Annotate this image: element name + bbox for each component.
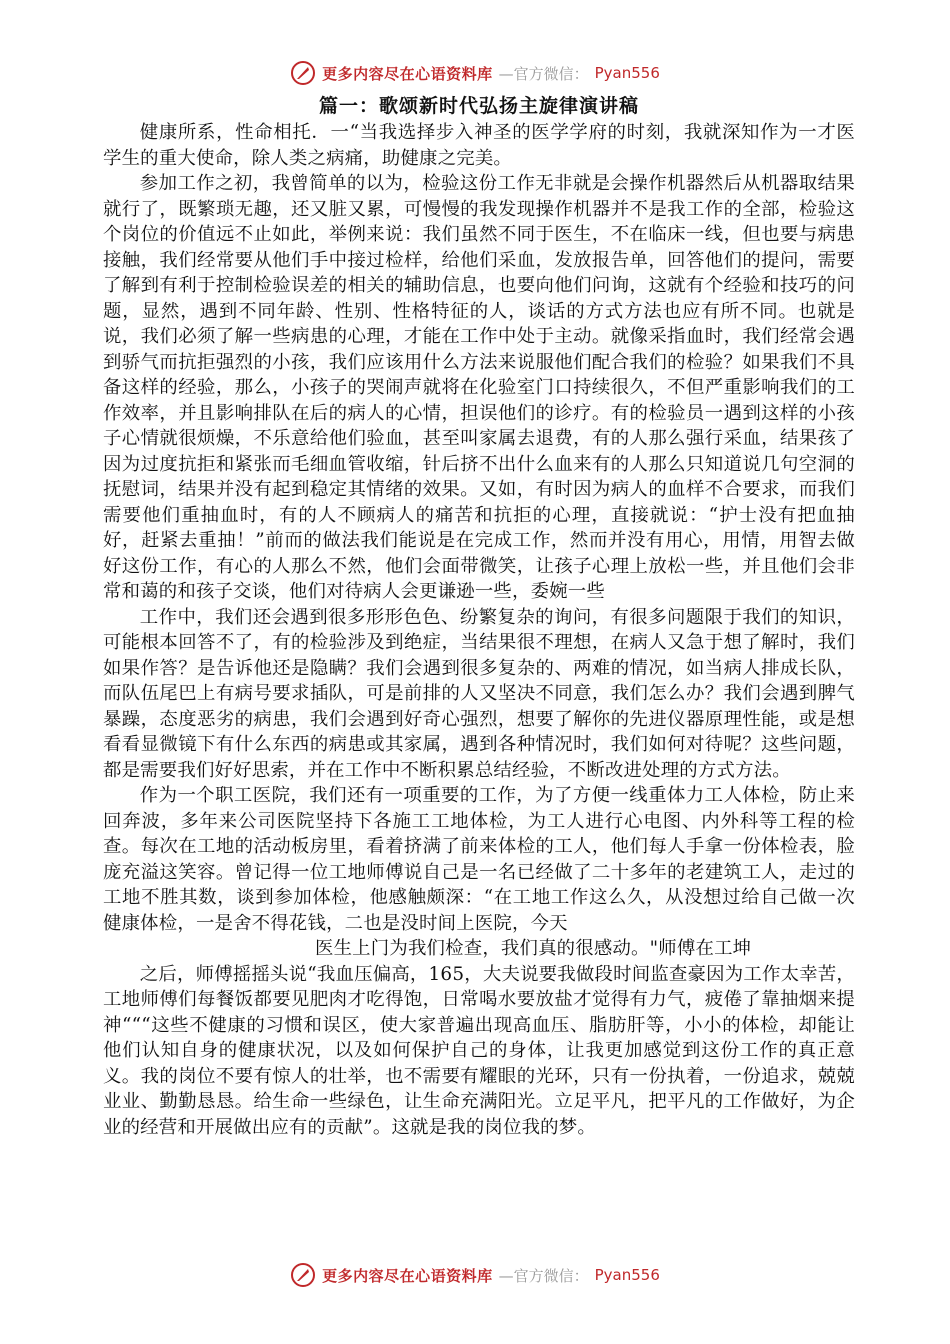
quill-logo-icon xyxy=(290,1262,316,1288)
paragraph: 参加工作之初，我曾简单的以为，检验这份工作无非就是会操作机器然后从机器取结果就行了，既繁琐无趣，还又脏又累，可慢慢的我发现操作机器并不是我工作的全部，检验这个岗位的价值远不止如此，举例来说：我们虽然不同于医生，不在临床一线，但也要与病患接触，我们经常要从他们手中接过检样，给他们采血，发放报告单，回答他们的提问，需要了解到有利于控制检验误差的相关的辅助信息，也要向他们问询，这就有个经验和技巧的问题，显然，遇到不同年龄、性别、性格特征的人，谈话的方式方法也应有所不同。也就是说，我们必须了解一些病患的心理，才能在工作中处于主动。就像采指血时，我们经常会遇到骄气而抗拒强烈的小孩，我们应该用什么方法来说服他们配合我们的检验？如果我们不具备这样的经验，那么，小孩子的哭闹声就将在化验室门口持续很久，不但严重影响我们的工作效率，并且影响排队在后的病人的心情，担误他们的诊疗。有的检验员一遇到这样的小孩子心情就很烦燥，不乐意给他们验血，甚至叫家属去退费，有的人那么强行采血，结果孩了因为过度抗拒和紧张而毛细血管收缩，针后挤不出什么血来有的人那么只知道说几句空洞的抚慰词，结果并没有起到稳定其情绪的效果。又如，有时因为病人的血样不合要求，而我们需要他们重抽血时，有的人不顾病人的痛苦和抗拒的心理，直接就说：“护士没有把血抽好，赶紧去重抽！”前而的做法我们能说是在完成工作，然而并没有用心，用情，用智去做好这份工作，有心的人那么不然，他们会面带微笑，让孩子心理上放松一些，并且他们会非常和蔼的和孩子交谈，他们对待病人会更谦逊一些，委婉一些 xyxy=(103,173,855,602)
banner-account-text: Pyan556 xyxy=(594,64,660,82)
banner-separator-text: —官方微信： xyxy=(498,1266,589,1285)
paragraph: 健康所系，性命相托．一“当我选择步入神圣的医学学府的时刻，我就深知作为一才医学生的重大使命，除人类之病痛，助健康之完美。 xyxy=(103,122,855,169)
paragraph: 医生上门为我们检查，我们真的很感动。"师傅在工坤 xyxy=(315,938,752,959)
paragraph: 作为一个职工医院，我们还有一项重要的工作，为了方便一线重体力工人体检，防止来回奔波，多年来公司医院坚持下各施工工地体检，为工人进行心电图、内外科等工程的检查。每次在工地的活动板房里，看着挤满了前来体检的工人，他们每人手拿一份体检表，脸庞充溢这笑容。曾记得一位工地师傅说自己是一名已经做了二十多年的老建筑工人，走过的工地不胜其数，谈到参加体检，他感触颇深：“在工地工作这么久，从没想过给自己做一次健康体检，一是舍不得花钱，二也是没时间上医院，今天 xyxy=(103,785,855,934)
quill-logo-icon xyxy=(290,60,316,86)
document-title: 篇一：歌颂新时代弘扬主旋律演讲稿 xyxy=(318,95,639,117)
banner-account-text: Pyan556 xyxy=(594,1266,660,1284)
footer-watermark-banner xyxy=(0,1260,950,1290)
paragraph: 工作中，我们还会遇到很多形形色色、纷繁复杂的询问，有很多问题限于我们的知识，可能根本回答不了，有的检验涉及到绝症，当结果很不理想，在病人又急于想了解时，我们如果作答？是告诉他还是隐瞒？我们会遇到很多复杂的、两难的情况，如当病人排成长队，而队伍尾巴上有病号要求插队，可是前排的人又坚决不同意，我们怎么办？我们会遇到脾气暴躁，态度恶劣的病患，我们会遇到好奇心强烈，想要了解你的先进仪器原理性能，或是想看看显微镜下有什么东西的病患或其家属，遇到各种情况时，我们如何对待呢？这些问题，都是需要我们好好思索，并在工作中不断积累总结经验，不断改进处理的方式方法。 xyxy=(103,606,855,781)
banner-brand-text: 更多内容尽在心语资料库 xyxy=(322,64,493,83)
header-watermark-banner xyxy=(0,58,950,88)
banner-brand-text: 更多内容尽在心语资料库 xyxy=(322,1266,493,1285)
paragraph: 之后，师傅摇摇头说“我血压偏高，165，大夫说要我做段时间监查豪因为工作太幸苦，工地师傅们每餐饭都要见肥肉才吃得饱，日常喝水要放盐才觉得有力气，疲倦了靠抽烟来提神“““这些不健康的习惯和误区，使大家普遍出现高血压、脂肪肝等，小小的体检，却能让他们认知自身的健康状况，以及如何保护自己的身体，让我更加感觉到这份工作的真正意义。我的岗位不要有惊人的壮举，也不需要有耀眼的光环，只有一份执着，一份追求，兢兢业业、勤勤恳恳。给生命一些绿色，让生命充满阳光。立足平凡，把平凡的工作做好，为企业的经营和开展做出应有的贡献”。这就是我的岗位我的梦。 xyxy=(103,963,855,1138)
banner-separator-text: —官方微信： xyxy=(498,64,589,83)
document-body xyxy=(103,92,855,1140)
